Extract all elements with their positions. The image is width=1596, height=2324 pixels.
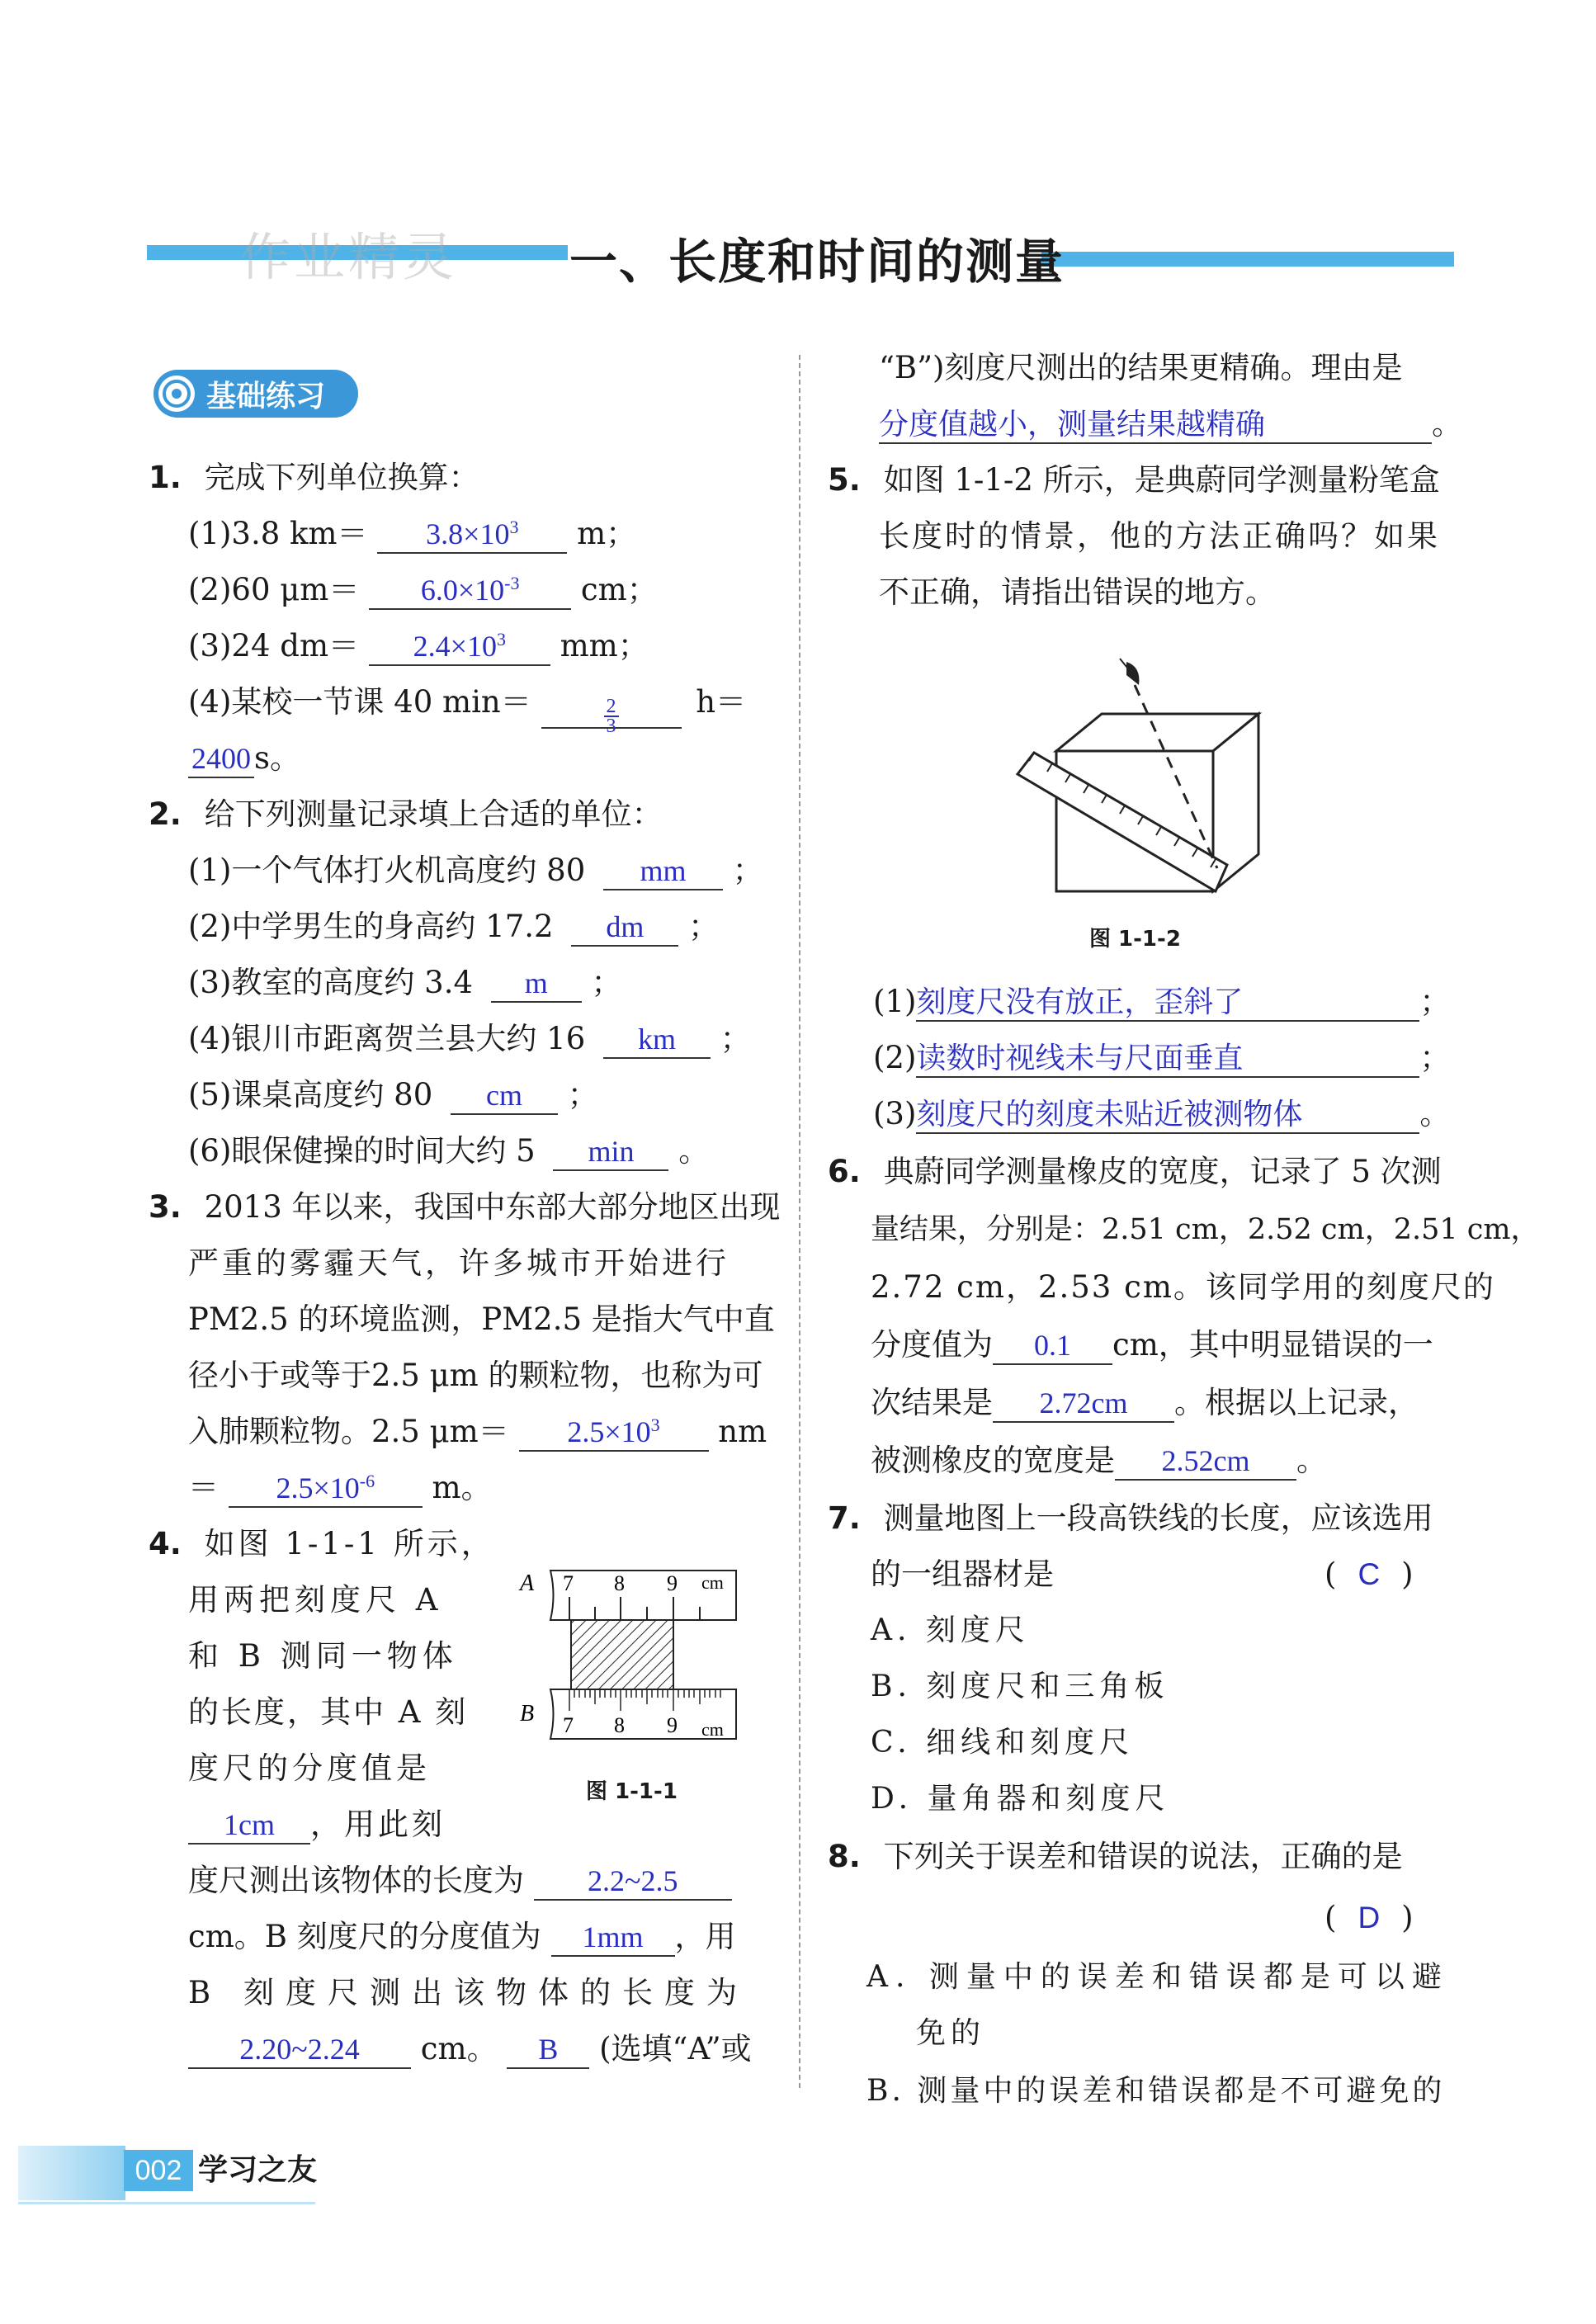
q2-item-5: (5)课桌高度约 80 cm ； <box>188 1067 598 1123</box>
ruler-a-tick-7: 7 <box>563 1571 574 1595</box>
ruler-a-unit: cm <box>701 1572 724 1593</box>
q6-line-4: 分度值为 0.1 cm，其中明显错误的一 <box>871 1317 1433 1373</box>
q7-line-2: 的一组器材是 <box>871 1556 1054 1592</box>
q8-line-1: 8. 下列关于误差和错误的说法，正确的是 <box>828 1839 1403 1874</box>
q4-line-7: 度尺测出该物体的长度为 2.2~2.5 <box>188 1853 732 1909</box>
page-title: 一、长度和时间的测量 <box>569 234 1065 290</box>
q7-answer-bracket: ( C ) <box>1324 1556 1414 1592</box>
q1-item-3: (3)24 $dm= 2.4\times 10^3$ mm； <box>188 618 649 674</box>
q4-answer-b-div: 1mm <box>551 1919 675 1957</box>
footer-line <box>18 2202 315 2204</box>
q2-answer-5: cm <box>451 1077 558 1115</box>
q2-answer-4: km <box>603 1021 711 1059</box>
q8-answer-bracket: ( D ) <box>1324 1900 1414 1935</box>
q8-option-a: A. 测量中的误差和错误都是可以避 <box>866 1960 1449 1994</box>
q3-line-1: 3. 2013 年以来，我国中东部大部分地区出现 <box>149 1189 781 1225</box>
q4-line-4: 的长度，其中 A 刻 <box>188 1694 469 1730</box>
q4-answer-choice: B <box>507 2031 589 2069</box>
column-divider <box>799 355 800 2088</box>
q3-line-3: PM2.5 的环境监测，PM2.5 是指大气中直 <box>188 1301 775 1337</box>
ruler-a-tick-9: 9 <box>667 1571 678 1595</box>
figure-1-1-2-caption: 图 1-1-2 <box>1089 927 1181 952</box>
target-icon <box>158 376 195 412</box>
figure-1-1-1 <box>513 1564 753 1770</box>
q2-item-1: (1)一个气体打火机高度约 80 mm ； <box>188 843 763 899</box>
q1-answer-5: 2400 <box>188 740 254 778</box>
footer-bar <box>18 2146 125 2200</box>
watermark: 作业精灵 <box>239 227 458 287</box>
figure-1-1-2 <box>1011 652 1283 924</box>
q7-answer: C <box>1358 1557 1381 1591</box>
q4-line-8: cm。B 刻度尺的分度值为 1mm ，用 <box>188 1909 736 1965</box>
q4-answer-b-len: 2.20~2.24 <box>188 2031 411 2069</box>
q4-line-2: 用两把刻度尺 A <box>188 1582 443 1618</box>
q2-stem: 2. 给下列测量记录填上合适的单位： <box>149 796 663 832</box>
q3-line-6: ＝ $2.5\times 10^{-6}$ m。 <box>188 1460 492 1516</box>
q7-option-b: B. 刻度尺和三角板 <box>871 1670 1169 1703</box>
q1-answer-1: $3.8\times 10^3$ <box>377 509 567 554</box>
q6-line-1: 6. 典蔚同学测量橡皮的宽度，记录了 5 次测 <box>828 1154 1442 1189</box>
ruler-b-label: B <box>520 1701 535 1726</box>
q4-answer-a-div: 1cm <box>188 1807 310 1845</box>
q1-answer-3: $2.4\times 10^3$ <box>369 621 550 666</box>
q6-line-6: 被测橡皮的宽度是 2.52cm 。 <box>871 1433 1327 1489</box>
q2-answer-2: dm <box>571 909 678 947</box>
q1-answer-4: $\frac{2}{3}$ <box>541 684 682 729</box>
ruler-b-tick-7: 7 <box>563 1713 574 1737</box>
q2-item-4: (4)银川市距离贺兰县大约 16 km ； <box>188 1011 751 1067</box>
title-bar-right <box>1041 252 1454 267</box>
footer-brand: 学习之友 <box>198 2153 318 2187</box>
q5-line-1: 5. 如图 1-1-2 所示，是典蔚同学测量粉笔盒 <box>828 462 1440 498</box>
q2-answer-6: min <box>553 1133 668 1171</box>
q7-option-a: A. 刻度尺 <box>871 1613 1030 1647</box>
section-badge <box>153 370 358 418</box>
q3-line-5: 入肺颗粒物。2.5 $\mu m= 2.5\times 10^3$ nm <box>188 1404 767 1460</box>
q3-answer-1: $2.5\times 10^3$ <box>519 1407 709 1452</box>
q4-reason-line: 分度值越小，测量结果越精确 。 <box>879 396 1462 452</box>
q1-item-4-cont: 2400 s。 <box>188 730 300 786</box>
q3-line-2: 严重的雾霾天气，许多城市开始进行 <box>188 1245 730 1281</box>
q4-reason-answer: 分度值越小，测量结果越精确 <box>879 406 1432 444</box>
footer-page-number: 002 <box>124 2150 193 2191</box>
q5-answer-line-3: (3)刻度尺的刻度未贴近被测物体 。 <box>873 1086 1450 1142</box>
q5-answer-3: 刻度尺的刻度未贴近被测物体 <box>916 1096 1419 1134</box>
q1-item-2: (2)60 $\mu m= 6.0\times 10^{-3}$ cm； <box>188 562 658 618</box>
q2-item-3: (3)教室的高度约 3.4 m ； <box>188 955 622 1011</box>
q8-option-b: B. 测量中的误差和错误都是不可避免的 <box>866 2074 1446 2108</box>
q1-stem: 1. 完成下列单位换算： <box>149 460 479 495</box>
q4-line-1: 4. 如图 1-1-1 所示， <box>149 1526 495 1561</box>
q6-line-2: 量结果，分别是：2.51 cm，2.52 cm，2.51 cm， <box>871 1213 1540 1246</box>
q2-item-2: (2)中学男生的身高约 17.2 dm ； <box>188 899 719 955</box>
q5-answer-line-1: (1)刻度尺没有放正，歪斜了 ； <box>873 974 1450 1030</box>
q4-line-3: 和 B 测同一物体 <box>188 1638 458 1674</box>
q4-continued-line: “B”)刻度尺测出的结果更精确。理由是 <box>879 350 1403 385</box>
q4-line-9: B 刻度尺测出该物体的长度为 <box>188 1975 748 2010</box>
q4-line-5: 度尺的分度值是 <box>188 1750 431 1786</box>
q3-line-4: 径小于或等于2.5 μm 的颗粒物，也称为可 <box>188 1358 763 1393</box>
q6-line-3: 2.72 cm，2.53 cm。该同学用的刻度尺的 <box>871 1269 1495 1305</box>
q4-answer-a-len: 2.2~2.5 <box>534 1863 732 1901</box>
q5-line-3: 不正确，请指出错误的地方。 <box>879 574 1276 610</box>
ruler-b-tick-9: 9 <box>667 1713 678 1737</box>
q6-answer-error: 2.72cm <box>993 1385 1174 1423</box>
q8-option-a-cont: 免的 <box>916 2016 986 2050</box>
ruler-a-label: A <box>520 1571 535 1596</box>
q5-answer-line-2: (2)读数时视线未与尺面垂直 ； <box>873 1030 1450 1086</box>
ruler-a-tick-8: 8 <box>614 1571 625 1595</box>
q3-answer-2: $2.5\times 10^{-6}$ <box>229 1463 423 1508</box>
q6-line-5: 次结果是 2.72cm 。根据以上记录， <box>871 1375 1419 1431</box>
q8-answer: D <box>1358 1901 1381 1934</box>
ruler-b-tick-8: 8 <box>614 1713 625 1737</box>
q2-answer-3: m <box>491 965 582 1003</box>
q4-line-10: 2.20~2.24 cm。 B (选填“A”或 <box>188 2021 752 2077</box>
q7-option-d: D. 量角器和刻度尺 <box>871 1782 1170 1816</box>
q1-answer-2: $6.0\times 10^{-3}$ <box>369 565 571 610</box>
q1-item-1: (1)3.8 $km= 3.8\times 10^3$ m； <box>188 506 636 562</box>
q5-answer-2: 读数时视线未与尺面垂直 <box>916 1040 1419 1078</box>
figure-1-1-1-caption: 图 1-1-1 <box>586 1779 678 1804</box>
q5-answer-1: 刻度尺没有放正，歪斜了 <box>916 984 1419 1022</box>
q1-item-4: (4)某校一节课 40 min＝ $\frac{2}{3}$ h＝ <box>188 684 747 737</box>
q2-item-6: (6)眼保健操的时间大约 5 min 。 <box>188 1123 709 1179</box>
q5-line-2: 长度时的情景，他的方法正确吗？如果 <box>879 518 1440 554</box>
section-badge-label: 基础练习 <box>206 379 326 413</box>
q6-answer-width: 2.52cm <box>1115 1443 1296 1481</box>
q6-answer-div: 0.1 <box>993 1327 1112 1365</box>
q7-option-c: C. 细线和刻度尺 <box>871 1726 1135 1760</box>
q7-line-1: 7. 测量地图上一段高铁线的长度，应该选用 <box>828 1500 1433 1536</box>
ruler-b-unit: cm <box>701 1719 724 1740</box>
q2-answer-1: mm <box>603 853 723 890</box>
q4-line-6: 1cm ，用此刻 <box>188 1797 446 1853</box>
